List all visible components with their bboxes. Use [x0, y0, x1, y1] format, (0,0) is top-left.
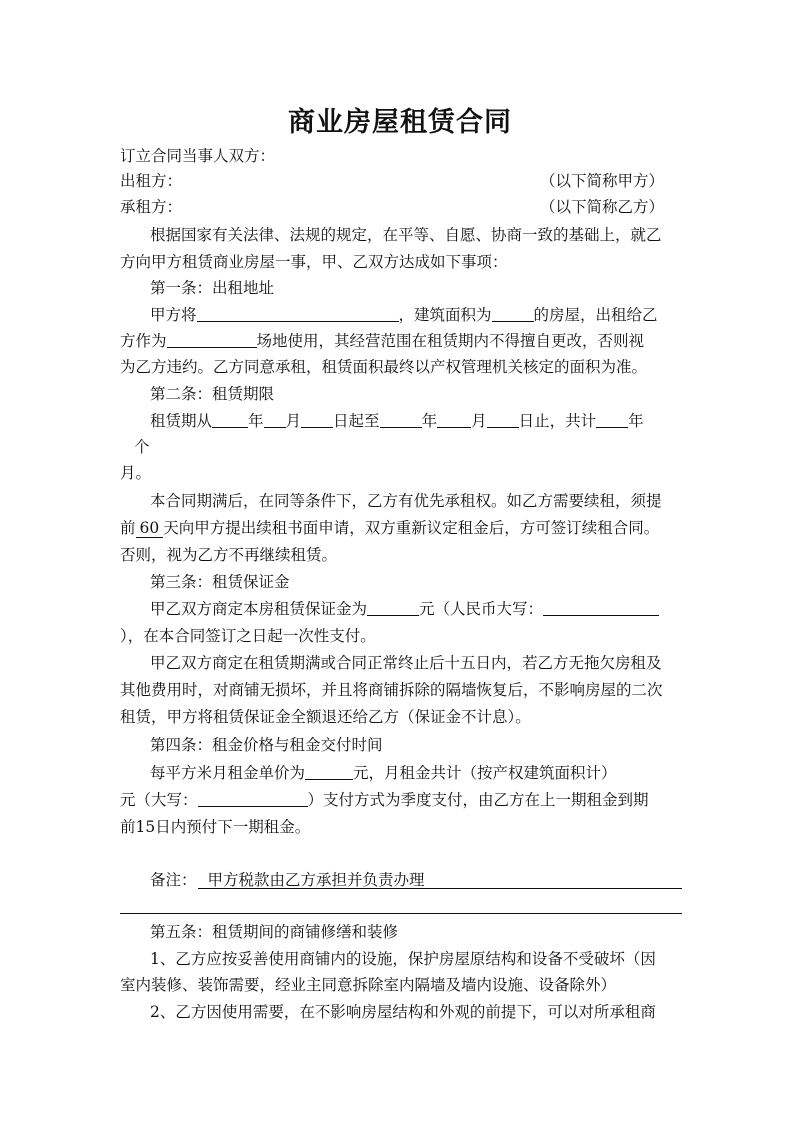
lease-term-line: 租赁期从 年 月 日起至 年 月 日止，共计 年 — [150, 412, 644, 430]
rent-line-1: 每平方米月租金单价为 元，月租金共计（按产权建筑面积计） — [150, 764, 617, 782]
repair-p1-line-1: 1、乙方应按妥善使用商铺内的设施，保护房屋原结构和设备不受破坏（因 — [150, 950, 656, 968]
article-5-heading: 第五条：租赁期间的商铺修缮和装修 — [150, 923, 399, 941]
end-year-blank[interactable] — [380, 411, 422, 428]
lessee-label: 承租方： — [120, 198, 183, 216]
lessor-row — [120, 171, 682, 191]
lessor-alias: （以下简称甲方） — [540, 172, 665, 190]
rent-line-2: 元（大写： ）支付方式为季度支付，由乙方在上一期租金到期 — [120, 791, 649, 809]
deposit-line-2: ），在本合同签订之日起一次性支付。 — [120, 627, 376, 645]
deposit-capital-blank[interactable] — [543, 599, 659, 616]
remark-row — [150, 870, 682, 890]
parties-intro: 订立合同当事人双方： — [120, 147, 276, 165]
renewal-line-2: 前 60 天向甲方提出续租书面申请，双方重新议定租金后，方可签订续租合同。 — [120, 519, 660, 537]
lessee-alias: （以下简称乙方） — [540, 198, 665, 216]
rent-line-3: 前15日内预付下一期租金。 — [120, 818, 311, 836]
deposit-refund-line-3: 租赁，甲方将租赁保证金全额退还给乙方（保证金不计息）。 — [120, 708, 531, 726]
unit-price-blank[interactable] — [305, 763, 353, 780]
area-blank[interactable] — [492, 305, 534, 322]
remark-text: 甲方税款由乙方承担并负责办理 — [207, 871, 425, 889]
repair-p1-line-2: 室内装修、装饰需要，经业主同意拆除室内隔墙及墙内设施、设备除外） — [120, 976, 617, 994]
deposit-refund-line-2: 其他费用时，对商铺无损坏，并且将商铺拆除的隔墙恢复后，不影响房屋的二次 — [120, 681, 663, 699]
remark-blank-line[interactable] — [120, 913, 682, 914]
remark-underline — [198, 888, 682, 889]
lease-term-ge: 个 — [134, 438, 150, 456]
rent-capital-blank[interactable] — [198, 790, 308, 807]
repair-p2-line-1: 2、乙方因使用需要，在不影响房屋结构和外观的前提下，可以对所承租商 — [150, 1003, 656, 1021]
article-4-heading: 第四条：租金价格与租金交付时间 — [150, 736, 383, 754]
preamble-line-1: 根据国家有关法律、法规的规定，在平等、自愿、协商一致的基础上，就乙 — [150, 226, 662, 244]
end-day-blank[interactable] — [487, 411, 519, 428]
start-month-blank[interactable] — [264, 411, 286, 428]
renewal-line-3: 否则，视为乙方不再继续租赁。 — [120, 546, 338, 564]
deposit-amount-blank[interactable] — [367, 599, 419, 616]
document-title: 商业房屋租赁合同 — [288, 107, 512, 138]
start-year-blank[interactable] — [212, 411, 248, 428]
deposit-refund-line-1: 甲乙双方商定在租赁期满或合同正常终止后十五日内，若乙方无拖欠房租及 — [150, 654, 662, 672]
address-blank[interactable] — [197, 305, 399, 322]
remark-label: 备注： — [150, 871, 197, 889]
preamble-line-2: 方向甲方租赁商业房屋一事，甲、乙双方达成如下事项： — [120, 253, 508, 271]
lessee-row — [120, 197, 682, 217]
lessor-label: 出租方： — [120, 172, 183, 190]
deposit-line-1: 甲乙双方商定本房租赁保证金为 元（人民币大写： — [150, 599, 682, 619]
article-1-line-2: 方作为 场地使用，其经营范围在租赁期内不得擅自更改，否则视 — [120, 332, 645, 350]
article-3-heading: 第三条：租赁保证金 — [150, 573, 290, 591]
article-1-line-1: 甲方将 ，建筑面积为 的房屋，出租给乙 — [150, 306, 658, 324]
end-month-blank[interactable] — [437, 411, 471, 428]
total-years-blank[interactable] — [596, 411, 628, 428]
renewal-days: 60 — [136, 519, 164, 538]
usage-blank[interactable] — [167, 331, 257, 348]
article-1-heading: 第一条：出租地址 — [150, 279, 275, 297]
renewal-line-1: 本合同期满后，在同等条件下，乙方有优先承租权。如乙方需要续租，须提 — [150, 492, 662, 510]
article-2-heading: 第二条：租赁期限 — [150, 385, 275, 403]
start-day-blank[interactable] — [301, 411, 333, 428]
article-1-line-3: 为乙方违约。乙方同意承租，租赁面积最终以产权管理机关核定的面积为准。 — [120, 358, 648, 376]
lease-term-yue: 月。 — [120, 464, 152, 482]
